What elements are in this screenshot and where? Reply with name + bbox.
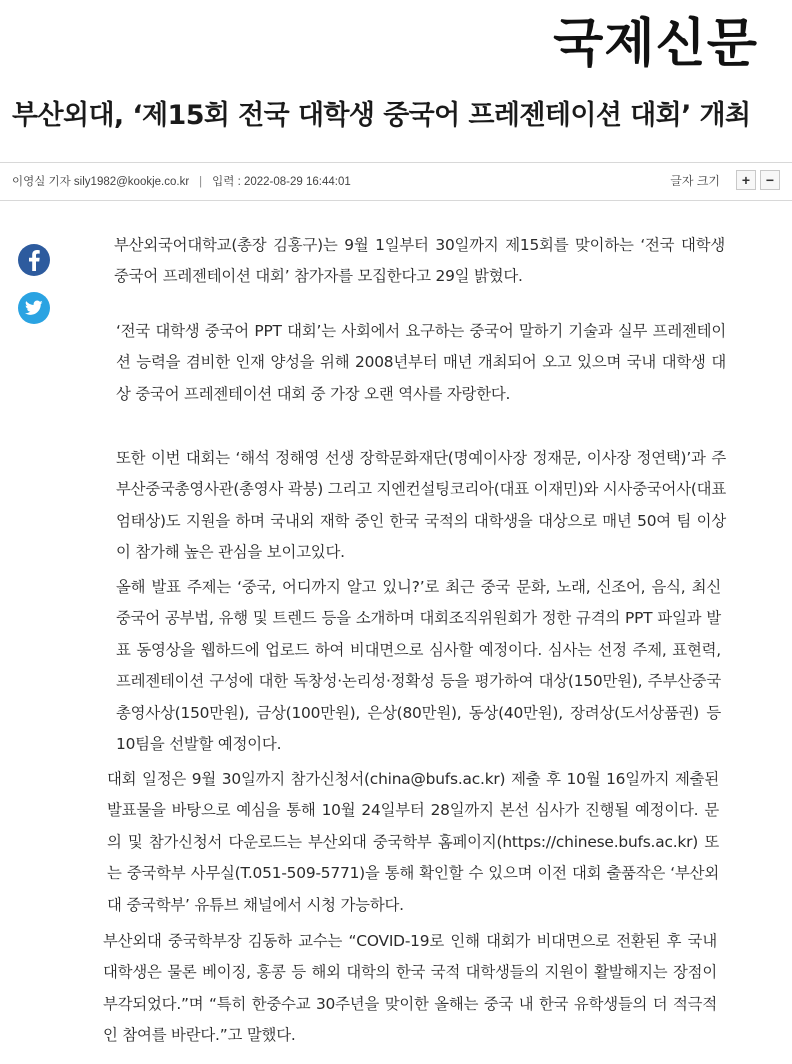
- article-paragraph-1: 부산외국어대학교(총장 김홍구)는 9월 1일부터 30일까지 제15회를 맞이하는 ‘전국 대학생 중국어 프레젠테이션 대회’ 참가자를 모집한다고 29일 밝혔다.: [114, 236, 725, 286]
- font-size-label: 글자 크기: [670, 173, 720, 188]
- byline-separator: |: [199, 176, 203, 188]
- article-headline: 부산외대, ‘제15회 전국 대학생 중국어 프레젠테이션 대회’ 개최: [12, 100, 751, 131]
- social-share: [18, 244, 50, 340]
- font-decrease-button[interactable]: −: [760, 170, 780, 190]
- article-paragraph-5: 대회 일정은 9월 30일까지 참가신청서(china@bufs.ac.kr) 제출 후 10월 16일까지 제출된 발표물을 바탕으로 예심을 통해 10월 24일부터 28일까지 본선 심사가 진행될 예정이다. 문의 및 참가신청서 다운로드는 부산외대 중국학부 홈페이지(https://chinese.bufs.ac.kr) 또는 중국학부 사무실(T.051-509-5771)을 통해 확인할 수 있으며 이전 대회 출품작은 ‘부산외대 중국학부’ 유튜브 채널에서 시청 가능하다.: [107, 770, 719, 914]
- font-increase-button[interactable]: +: [736, 170, 756, 190]
- divider-bottom: [0, 200, 792, 201]
- article-paragraph-3: 또한 이번 대회는 ‘해석 정해영 선생 장학문화재단(명예이사장 정재문, 이사장 정연택)’과 주부산중국총영사관(총영사 곽붕) 그리고 지엔컨설팅코리아(대표 이재민)와 시사중국어사(대표 엄태상)도 지원을 하며 국내외 재학 중인 한국 국적의 대학생을 대상으로 매년 50여 팀 이상이 참가해 높은 관심을 보이고있다.: [116, 449, 726, 562]
- facebook-icon: [27, 249, 41, 271]
- facebook-share-button[interactable]: [18, 244, 50, 276]
- byline: [12, 172, 351, 192]
- publish-date: 입력 : 2022-08-29 16:44:01: [212, 176, 351, 188]
- reporter-info: 이영실 기자 sily1982@kookje.co.kr: [12, 176, 190, 188]
- twitter-icon: [25, 300, 43, 316]
- divider-top: [0, 162, 792, 163]
- article-paragraph-6: 부산외대 중국학부장 김동하 교수는 “COVID-19로 인해 대회가 비대면으로 전환된 후 국내 대학생은 물론 베이징, 홍콩 등 해외 대학의 한국 국적 대학생들의 지원이 활발해지는 장점이 부각되었다.”며 “특히 한중수교 30주년을 맞이한 올해는 중국 내 한국 유학생들의 더 적극적인 참여를 바란다.”고 말했다.: [103, 932, 717, 1045]
- article-paragraph-4: 올해 발표 주제는 ‘중국, 어디까지 알고 있니?’로 최근 중국 문화, 노래, 신조어, 음식, 최신 중국어 공부법, 유행 및 트렌드 등을 소개하며 대회조직위원회가 정한 규격의 PPT 파일과 발표 동영상을 웹하드에 업로드 하여 비대면으로 심사할 예정이다. 심사는 선정 주제, 표현력, 프레젠테이션 구성에 대한 독창성·논리성·정확성 등을 평가하여 대상(150만원), 주부산중국총영사상(150만원), 금상(100만원), 은상(80만원), 동상(40만원), 장려상(도서상품권) 등 10팀을 선발할 예정이다.: [116, 578, 721, 754]
- article-paragraph-2: ‘전국 대학생 중국어 PPT 대회’는 사회에서 요구하는 중국어 말하기 기술과 실무 프레젠테이션 능력을 겸비한 인재 양성을 위해 2008년부터 매년 개최되어 오고 있으며 국내 대학생 대상 중국어 프레젠테이션 대회 중 가장 오랜 역사를 자랑한다.: [116, 322, 726, 403]
- twitter-share-button[interactable]: [18, 292, 50, 324]
- font-size-control: [670, 170, 780, 190]
- masthead-logo[interactable]: 국제신문: [553, 14, 758, 74]
